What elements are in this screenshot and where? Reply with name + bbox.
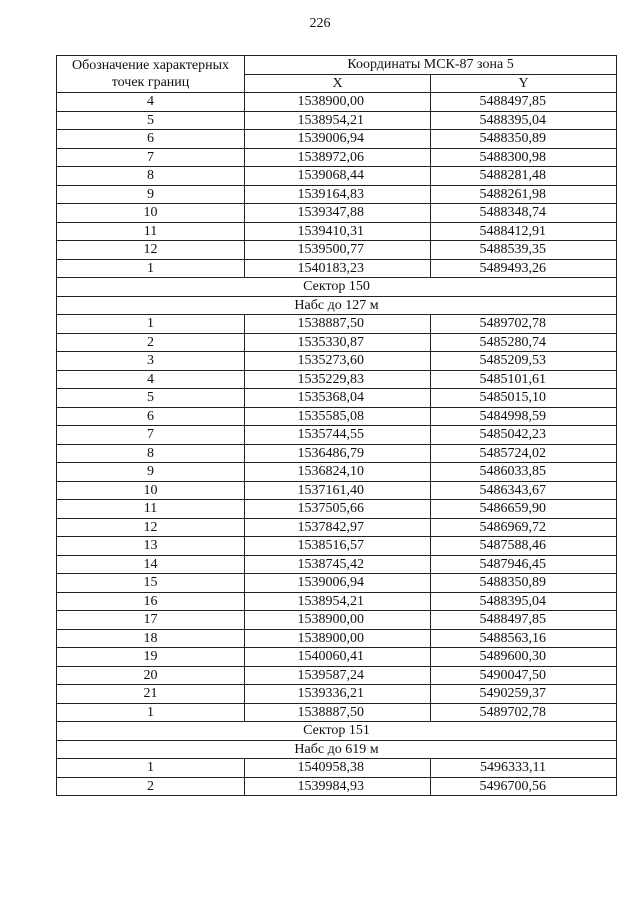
y-cell: 5485042,23 xyxy=(431,426,617,445)
x-cell: 1539336,21 xyxy=(245,685,431,704)
point-cell: 10 xyxy=(57,204,245,223)
x-cell: 1539587,24 xyxy=(245,666,431,685)
y-cell: 5486659,90 xyxy=(431,500,617,519)
y-cell: 5486033,85 xyxy=(431,463,617,482)
point-cell: 5 xyxy=(57,111,245,130)
header-point-line2: точек границ xyxy=(111,75,190,90)
y-cell: 5488261,98 xyxy=(431,185,617,204)
point-cell: 7 xyxy=(57,148,245,167)
table-row xyxy=(57,241,617,260)
table-row xyxy=(57,426,617,445)
point-cell: 1 xyxy=(57,703,245,722)
y-cell: 5488281,48 xyxy=(431,167,617,186)
table-row xyxy=(57,315,617,334)
point-cell: 11 xyxy=(57,500,245,519)
section-title: Набс до 619 м xyxy=(57,740,617,759)
point-cell: 13 xyxy=(57,537,245,556)
y-cell: 5490259,37 xyxy=(431,685,617,704)
x-cell: 1538887,50 xyxy=(245,315,431,334)
header-y: Y xyxy=(431,74,617,93)
x-cell: 1535368,04 xyxy=(245,389,431,408)
header-point-cell xyxy=(57,56,245,93)
table-row xyxy=(57,481,617,500)
point-cell: 11 xyxy=(57,222,245,241)
page-number: 226 xyxy=(309,16,331,31)
coordinates-table xyxy=(56,55,617,796)
table-row xyxy=(57,500,617,519)
table-header-row xyxy=(57,56,617,75)
x-cell: 1538954,21 xyxy=(245,592,431,611)
table-row xyxy=(57,222,617,241)
point-cell: 5 xyxy=(57,389,245,408)
table-row xyxy=(57,444,617,463)
x-cell: 1539500,77 xyxy=(245,241,431,260)
y-cell: 5488497,85 xyxy=(431,93,617,112)
x-cell: 1540958,38 xyxy=(245,759,431,778)
x-cell: 1539006,94 xyxy=(245,574,431,593)
point-cell: 6 xyxy=(57,407,245,426)
y-cell: 5488350,89 xyxy=(431,574,617,593)
table-row xyxy=(57,592,617,611)
x-cell: 1538887,50 xyxy=(245,703,431,722)
section-row xyxy=(57,278,617,297)
table-row xyxy=(57,777,617,796)
x-cell: 1535229,83 xyxy=(245,370,431,389)
table-row xyxy=(57,629,617,648)
point-cell: 7 xyxy=(57,426,245,445)
table-row xyxy=(57,666,617,685)
table-row xyxy=(57,685,617,704)
point-cell: 9 xyxy=(57,185,245,204)
x-cell: 1535744,55 xyxy=(245,426,431,445)
y-cell: 5485209,53 xyxy=(431,352,617,371)
table-row xyxy=(57,555,617,574)
section-row xyxy=(57,740,617,759)
header-point-line1: Обозначение характерных xyxy=(72,58,229,73)
y-cell: 5496333,11 xyxy=(431,759,617,778)
y-cell: 5488563,16 xyxy=(431,629,617,648)
x-cell: 1536486,79 xyxy=(245,444,431,463)
point-cell: 15 xyxy=(57,574,245,593)
x-cell: 1538954,21 xyxy=(245,111,431,130)
y-cell: 5490047,50 xyxy=(431,666,617,685)
point-cell: 3 xyxy=(57,352,245,371)
y-cell: 5485280,74 xyxy=(431,333,617,352)
point-cell: 12 xyxy=(57,518,245,537)
x-cell: 1538900,00 xyxy=(245,93,431,112)
table-row xyxy=(57,574,617,593)
table-row xyxy=(57,130,617,149)
point-cell: 16 xyxy=(57,592,245,611)
point-cell: 9 xyxy=(57,463,245,482)
y-cell: 5489702,78 xyxy=(431,315,617,334)
y-cell: 5485101,61 xyxy=(431,370,617,389)
y-cell: 5488300,98 xyxy=(431,148,617,167)
table-row xyxy=(57,370,617,389)
point-cell: 2 xyxy=(57,777,245,796)
point-cell: 10 xyxy=(57,481,245,500)
point-cell: 14 xyxy=(57,555,245,574)
point-cell: 6 xyxy=(57,130,245,149)
table-row xyxy=(57,759,617,778)
y-cell: 5485015,10 xyxy=(431,389,617,408)
x-cell: 1540183,23 xyxy=(245,259,431,278)
point-cell: 20 xyxy=(57,666,245,685)
table-row xyxy=(57,111,617,130)
x-cell: 1538900,00 xyxy=(245,629,431,648)
header-x: X xyxy=(245,74,431,93)
point-cell: 18 xyxy=(57,629,245,648)
x-cell: 1535585,08 xyxy=(245,407,431,426)
x-cell: 1539006,94 xyxy=(245,130,431,149)
table-row xyxy=(57,204,617,223)
y-cell: 5488539,35 xyxy=(431,241,617,260)
table-row xyxy=(57,259,617,278)
y-cell: 5487946,45 xyxy=(431,555,617,574)
table-row xyxy=(57,389,617,408)
point-cell: 1 xyxy=(57,259,245,278)
y-cell: 5488348,74 xyxy=(431,204,617,223)
point-cell: 12 xyxy=(57,241,245,260)
section-title: Сектор 151 xyxy=(57,722,617,741)
table-row xyxy=(57,611,617,630)
x-cell: 1538972,06 xyxy=(245,148,431,167)
x-cell: 1539164,83 xyxy=(245,185,431,204)
y-cell: 5486343,67 xyxy=(431,481,617,500)
point-cell: 4 xyxy=(57,93,245,112)
x-cell: 1538745,42 xyxy=(245,555,431,574)
table-row xyxy=(57,93,617,112)
y-cell: 5485724,02 xyxy=(431,444,617,463)
table-row xyxy=(57,518,617,537)
y-cell: 5484998,59 xyxy=(431,407,617,426)
x-cell: 1537842,97 xyxy=(245,518,431,537)
section-row xyxy=(57,722,617,741)
table-row xyxy=(57,167,617,186)
section-title: Сектор 150 xyxy=(57,278,617,297)
y-cell: 5489493,26 xyxy=(431,259,617,278)
x-cell: 1539347,88 xyxy=(245,204,431,223)
table-row xyxy=(57,333,617,352)
table-row xyxy=(57,185,617,204)
y-cell: 5488412,91 xyxy=(431,222,617,241)
table-row xyxy=(57,352,617,371)
x-cell: 1537505,66 xyxy=(245,500,431,519)
point-cell: 19 xyxy=(57,648,245,667)
point-cell: 2 xyxy=(57,333,245,352)
x-cell: 1538900,00 xyxy=(245,611,431,630)
x-cell: 1538516,57 xyxy=(245,537,431,556)
point-cell: 17 xyxy=(57,611,245,630)
y-cell: 5488395,04 xyxy=(431,592,617,611)
table-row xyxy=(57,148,617,167)
point-cell: 4 xyxy=(57,370,245,389)
x-cell: 1540060,41 xyxy=(245,648,431,667)
section-title: Набс до 127 м xyxy=(57,296,617,315)
table-body xyxy=(57,93,617,796)
x-cell: 1536824,10 xyxy=(245,463,431,482)
y-cell: 5486969,72 xyxy=(431,518,617,537)
y-cell: 5489600,30 xyxy=(431,648,617,667)
y-cell: 5488497,85 xyxy=(431,611,617,630)
x-cell: 1537161,40 xyxy=(245,481,431,500)
table-row xyxy=(57,537,617,556)
header-coords: Координаты МСК-87 зона 5 xyxy=(245,56,617,75)
point-cell: 8 xyxy=(57,167,245,186)
x-cell: 1539068,44 xyxy=(245,167,431,186)
point-cell: 1 xyxy=(57,759,245,778)
table-row xyxy=(57,407,617,426)
y-cell: 5489702,78 xyxy=(431,703,617,722)
point-cell: 21 xyxy=(57,685,245,704)
x-cell: 1535330,87 xyxy=(245,333,431,352)
y-cell: 5488350,89 xyxy=(431,130,617,149)
y-cell: 5488395,04 xyxy=(431,111,617,130)
point-cell: 1 xyxy=(57,315,245,334)
x-cell: 1535273,60 xyxy=(245,352,431,371)
table-row xyxy=(57,703,617,722)
y-cell: 5496700,56 xyxy=(431,777,617,796)
point-cell: 8 xyxy=(57,444,245,463)
table-row xyxy=(57,648,617,667)
x-cell: 1539984,93 xyxy=(245,777,431,796)
section-row xyxy=(57,296,617,315)
table-row xyxy=(57,463,617,482)
y-cell: 5487588,46 xyxy=(431,537,617,556)
x-cell: 1539410,31 xyxy=(245,222,431,241)
